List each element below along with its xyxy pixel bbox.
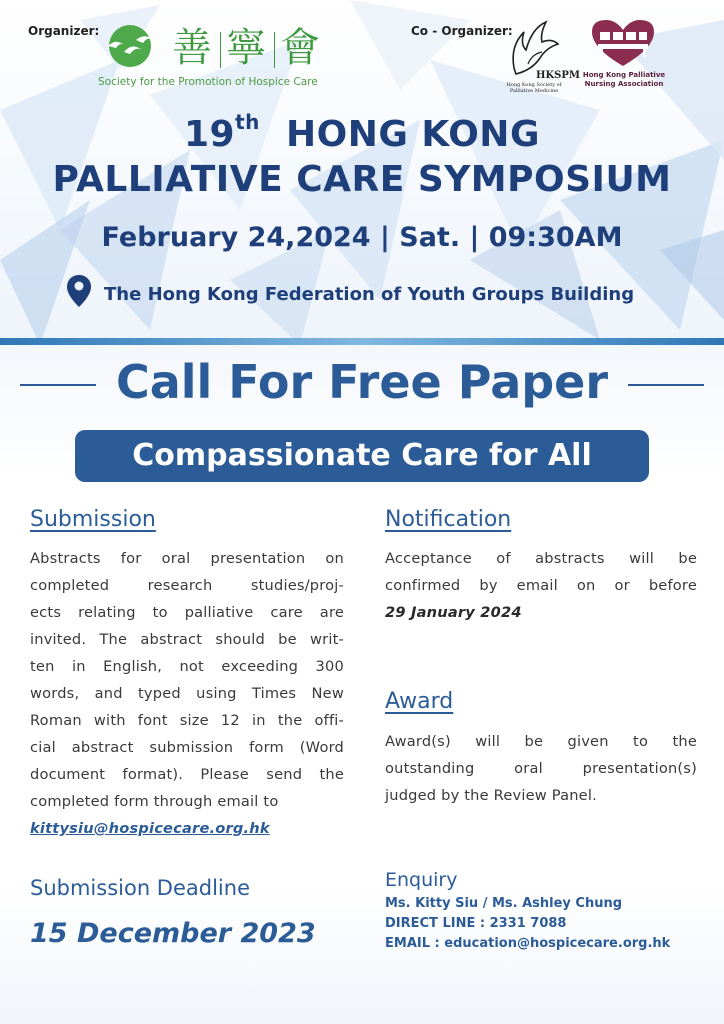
notification-body [385, 545, 697, 626]
submission-line: completed form through email to [30, 793, 279, 810]
spohc-char-2: 寧 [226, 25, 266, 71]
enquiry-email[interactable]: EMAIL : education@hospicecare.org.hk [385, 936, 671, 951]
dove-icon [506, 18, 580, 81]
submission-line: completed research studies/proj- [30, 577, 344, 594]
submission-line: cial abstract submission form (Word [30, 739, 344, 756]
notification-date: 29 January 2024 [385, 604, 522, 621]
theme-text: Compassionate Care for All [132, 438, 592, 473]
submission-body [30, 545, 344, 842]
hero-divider-stripe [0, 338, 724, 345]
submission-line: document format). Please send the [30, 766, 344, 783]
submission-line: ten in English, not exceeding 300 [30, 658, 344, 675]
hkspm-logo [506, 18, 580, 96]
location-pin-icon [66, 274, 92, 308]
enquiry-details [385, 894, 715, 954]
spohc-english-name: Society for the Promotion of Hospice Care [98, 76, 318, 88]
submission-line: words, and typed using Times New [30, 685, 344, 702]
theme-banner [75, 430, 649, 482]
organizer-label: Organizer: [28, 24, 100, 38]
hkspm-mark: HKSPM [536, 70, 580, 81]
title-ordinal: 19 [183, 114, 236, 155]
submission-heading: Submission [30, 507, 156, 532]
notification-heading: Notification [385, 507, 512, 532]
title-ordinal-suffix: th [235, 110, 260, 134]
co-organizer-label: Co - Organizer: [411, 24, 513, 38]
spohc-birds-logo [98, 24, 162, 68]
hkspm-name: Hong Kong Society of Palliative Medicine [506, 82, 562, 94]
event-datetime: February 24,2024 | Sat. | 09:30AM [101, 222, 623, 253]
notification-line: Acceptance of abstracts will be [385, 550, 697, 567]
award-body [385, 728, 697, 809]
enquiry-heading: Enquiry [385, 869, 458, 891]
symposium-title-line1 [0, 104, 724, 157]
enquiry-contacts: Ms. Kitty Siu / Ms. Ashley Chung [385, 896, 623, 911]
enquiry-phone: DIRECT LINE : 2331 7088 [385, 916, 567, 931]
notification-line: confirmed by email on or before [385, 577, 697, 594]
event-venue: The Hong Kong Federation of Youth Groups Building [104, 284, 635, 305]
spohc-char-3: 會 [280, 25, 320, 71]
submission-line: Roman with font size 12 in the offi- [30, 712, 344, 729]
submission-line: Abstracts for oral presentation on [30, 550, 344, 567]
submission-email-link[interactable]: kittysiu@hospicecare.org.hk [30, 820, 270, 837]
title-hong-kong: HONG KONG [285, 114, 540, 155]
submission-line: ects relating to palliative care are [30, 604, 344, 621]
symposium-title-line2: PALLIATIVE CARE SYMPOSIUM [52, 159, 672, 200]
award-line: outstanding oral presentation(s) [385, 760, 697, 777]
deadline-heading: Submission Deadline [30, 876, 250, 900]
submission-line: invited. The abstract should be writ- [30, 631, 344, 648]
hkpna-name: Hong Kong Palliative Nursing Association [582, 71, 666, 88]
deadline-date: 15 December 2023 [30, 918, 316, 949]
spohc-char-1: 善 [172, 25, 212, 71]
award-heading: Award [385, 689, 454, 714]
cfp-rule-right [628, 384, 704, 386]
award-line: Award(s) will be given to the [385, 733, 697, 750]
cfp-heading: Call For Free Paper [115, 355, 609, 409]
spohc-chinese-name [172, 26, 322, 72]
award-line: judged by the Review Panel. [385, 787, 597, 804]
hkpna-logo [586, 18, 660, 68]
